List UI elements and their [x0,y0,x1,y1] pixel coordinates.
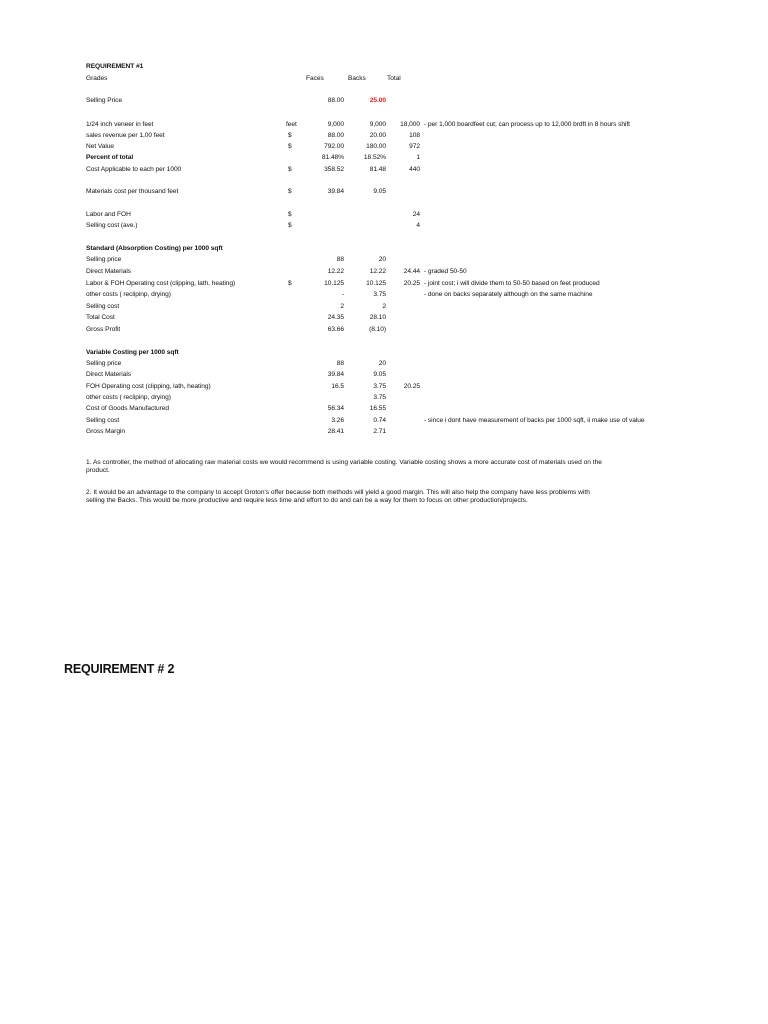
cost-applicable-unit: $ [288,166,292,173]
labor-foh-total: 24 [412,211,420,218]
std-row-faces: 63.66 [327,326,344,333]
var-row-faces: 39.84 [327,371,344,378]
var-row-label: Cost of Goods Manufactured [86,405,169,412]
veneer-note: - per 1,000 boardfeet cut; can process up to 12,000 brdft in 8 hours shift [424,121,630,128]
sales-revenue-unit: $ [288,132,292,139]
std-row-faces: 2 [340,303,344,310]
std-row-note: - done on backs separately although on the same machine [424,291,593,298]
sales-revenue-total: 108 [409,132,420,139]
std-row-backs: 20 [378,256,386,263]
var-row-backs: 16.55 [369,405,386,412]
var-row-label: Selling cost [86,417,120,424]
selling-cost-ave-unit: $ [288,222,292,229]
requirement-1-heading: REQUIREMENT #1 [86,63,144,70]
std-row-faces: 24.35 [327,314,344,321]
var-row-label: Selling price [86,360,122,367]
grades-label: Grades [86,75,108,82]
veneer-backs: 9,000 [369,121,386,128]
selling-price-faces: 88.00 [327,97,344,104]
var-row-total: 20.25 [403,383,420,390]
std-row-backs: 3.75 [373,291,386,298]
var-row-label: Gross Margin [86,428,125,435]
cost-applicable-total: 440 [409,166,420,173]
var-row-label: other costs ( reclipinp, drying) [86,394,171,401]
var-row-faces: 56.34 [327,405,344,412]
std-row-label: Gross Profit [86,326,121,333]
std-row-label: other costs ( reclipinp, drying) [86,291,171,298]
veneer-faces: 9,000 [327,121,344,128]
header-backs: Backs [348,75,366,82]
selling-price-backs: 25.00 [369,97,386,104]
var-row-note: - since i dont have measurement of backs per 1000 sqft, ii make use of value [424,417,645,424]
net-value-backs: 180.00 [366,143,386,150]
var-row-backs: 0.74 [373,417,386,424]
std-row-faces: 10.125 [324,280,344,287]
var-row-faces: 3.26 [331,417,344,424]
var-row-label: FOH Operating cost (clipping, lath, heating) [86,383,211,390]
percent-total-backs: 18.52% [363,154,386,161]
net-value-faces: 792.00 [324,143,344,150]
std-row-backs: 10.125 [366,280,386,287]
std-row-label: Labor & FOH Operating cost (clipping, lath, heating) [86,280,236,287]
var-row-faces: 16.5 [331,383,344,390]
std-row-label: Direct Materials [86,268,131,275]
var-row-faces: 88 [336,360,344,367]
cost-applicable-backs: 81.48 [369,166,386,173]
cost-applicable-faces: 358.52 [324,166,344,173]
standard-costing-heading: Standard (Absorption Costing) per 1000 sqft [86,245,223,252]
veneer-label: 1/24 inch veneer in feet [86,121,154,128]
std-row-unit: $ [288,280,292,287]
header-total: Total [387,75,401,82]
std-row-faces: 12.22 [327,268,344,275]
selling-cost-ave-label: Selling cost (ave.) [86,222,138,229]
materials-cost-faces: 39.84 [327,188,344,195]
net-value-total: 972 [409,143,420,150]
var-row-backs: 2.71 [373,428,386,435]
percent-total-total: 1 [416,154,420,161]
std-row-backs: 12.22 [369,268,386,275]
std-row-label: Selling cost [86,303,120,310]
var-row-backs: 3.75 [373,383,386,390]
answer-1-paragraph: 1. As controller, the method of allocating raw material costs we would recommend is using variable costing. Variable costing shows a more accurate cost of materials used on the product. [86,459,602,474]
std-row-backs: 28.10 [369,314,386,321]
std-row-total: 24.44 [403,268,420,275]
std-row-note: - graded 50-50 [424,268,467,275]
sales-revenue-backs: 20.00 [369,132,386,139]
materials-cost-unit: $ [288,188,292,195]
variable-costing-heading: Variable Costing per 1000 sqft [86,349,179,356]
selling-cost-ave-total: 4 [416,222,420,229]
std-row-label: Selling price [86,256,122,263]
requirement-2-heading: REQUIREMENT # 2 [64,662,175,676]
var-row-backs: 9.05 [373,371,386,378]
net-value-unit: $ [288,143,292,150]
cost-applicable-label: Cost Applicable to each per 1000 [86,166,182,173]
std-row-note: - joint cost; i will divide them to 50-50 based on feet produced [424,280,600,287]
answer-2-paragraph: 2. It would be an advantage to the company to accept Groton's offer because both methods will yield a good margin. This will also help the company have less problems with selling the Backs. This would be more productive and require less time and effort to do and can be a way for them to focus on other production/projects. [86,489,590,504]
materials-cost-backs: 9.05 [373,188,386,195]
materials-cost-label: Materials cost per thousand feet [86,188,179,195]
labor-foh-unit: $ [288,211,292,218]
net-value-label: Net Value [86,143,115,150]
percent-total-label: Percent of total [86,154,134,161]
sales-revenue-label: sales revenue per 1,00 feet [86,132,165,139]
veneer-total: 18,000 [400,121,420,128]
header-faces: Faces [306,75,324,82]
std-row-backs: (8.10) [369,326,386,333]
labor-foh-label: Labor and FOH [86,211,131,218]
sales-revenue-faces: 88.00 [327,132,344,139]
percent-total-faces: 81.48% [321,154,344,161]
var-row-label: Direct Materials [86,371,131,378]
var-row-backs: 20 [378,360,386,367]
std-row-total: 20.25 [403,280,420,287]
var-row-backs: 3.75 [373,394,386,401]
std-row-faces: - [341,291,344,298]
var-row-faces: 28.41 [327,428,344,435]
selling-price-label: Selling Price [86,97,122,104]
std-row-backs: 2 [382,303,386,310]
std-row-faces: 88 [336,256,344,263]
std-row-label: Total Cost [86,314,115,321]
veneer-unit: feet [286,121,297,128]
